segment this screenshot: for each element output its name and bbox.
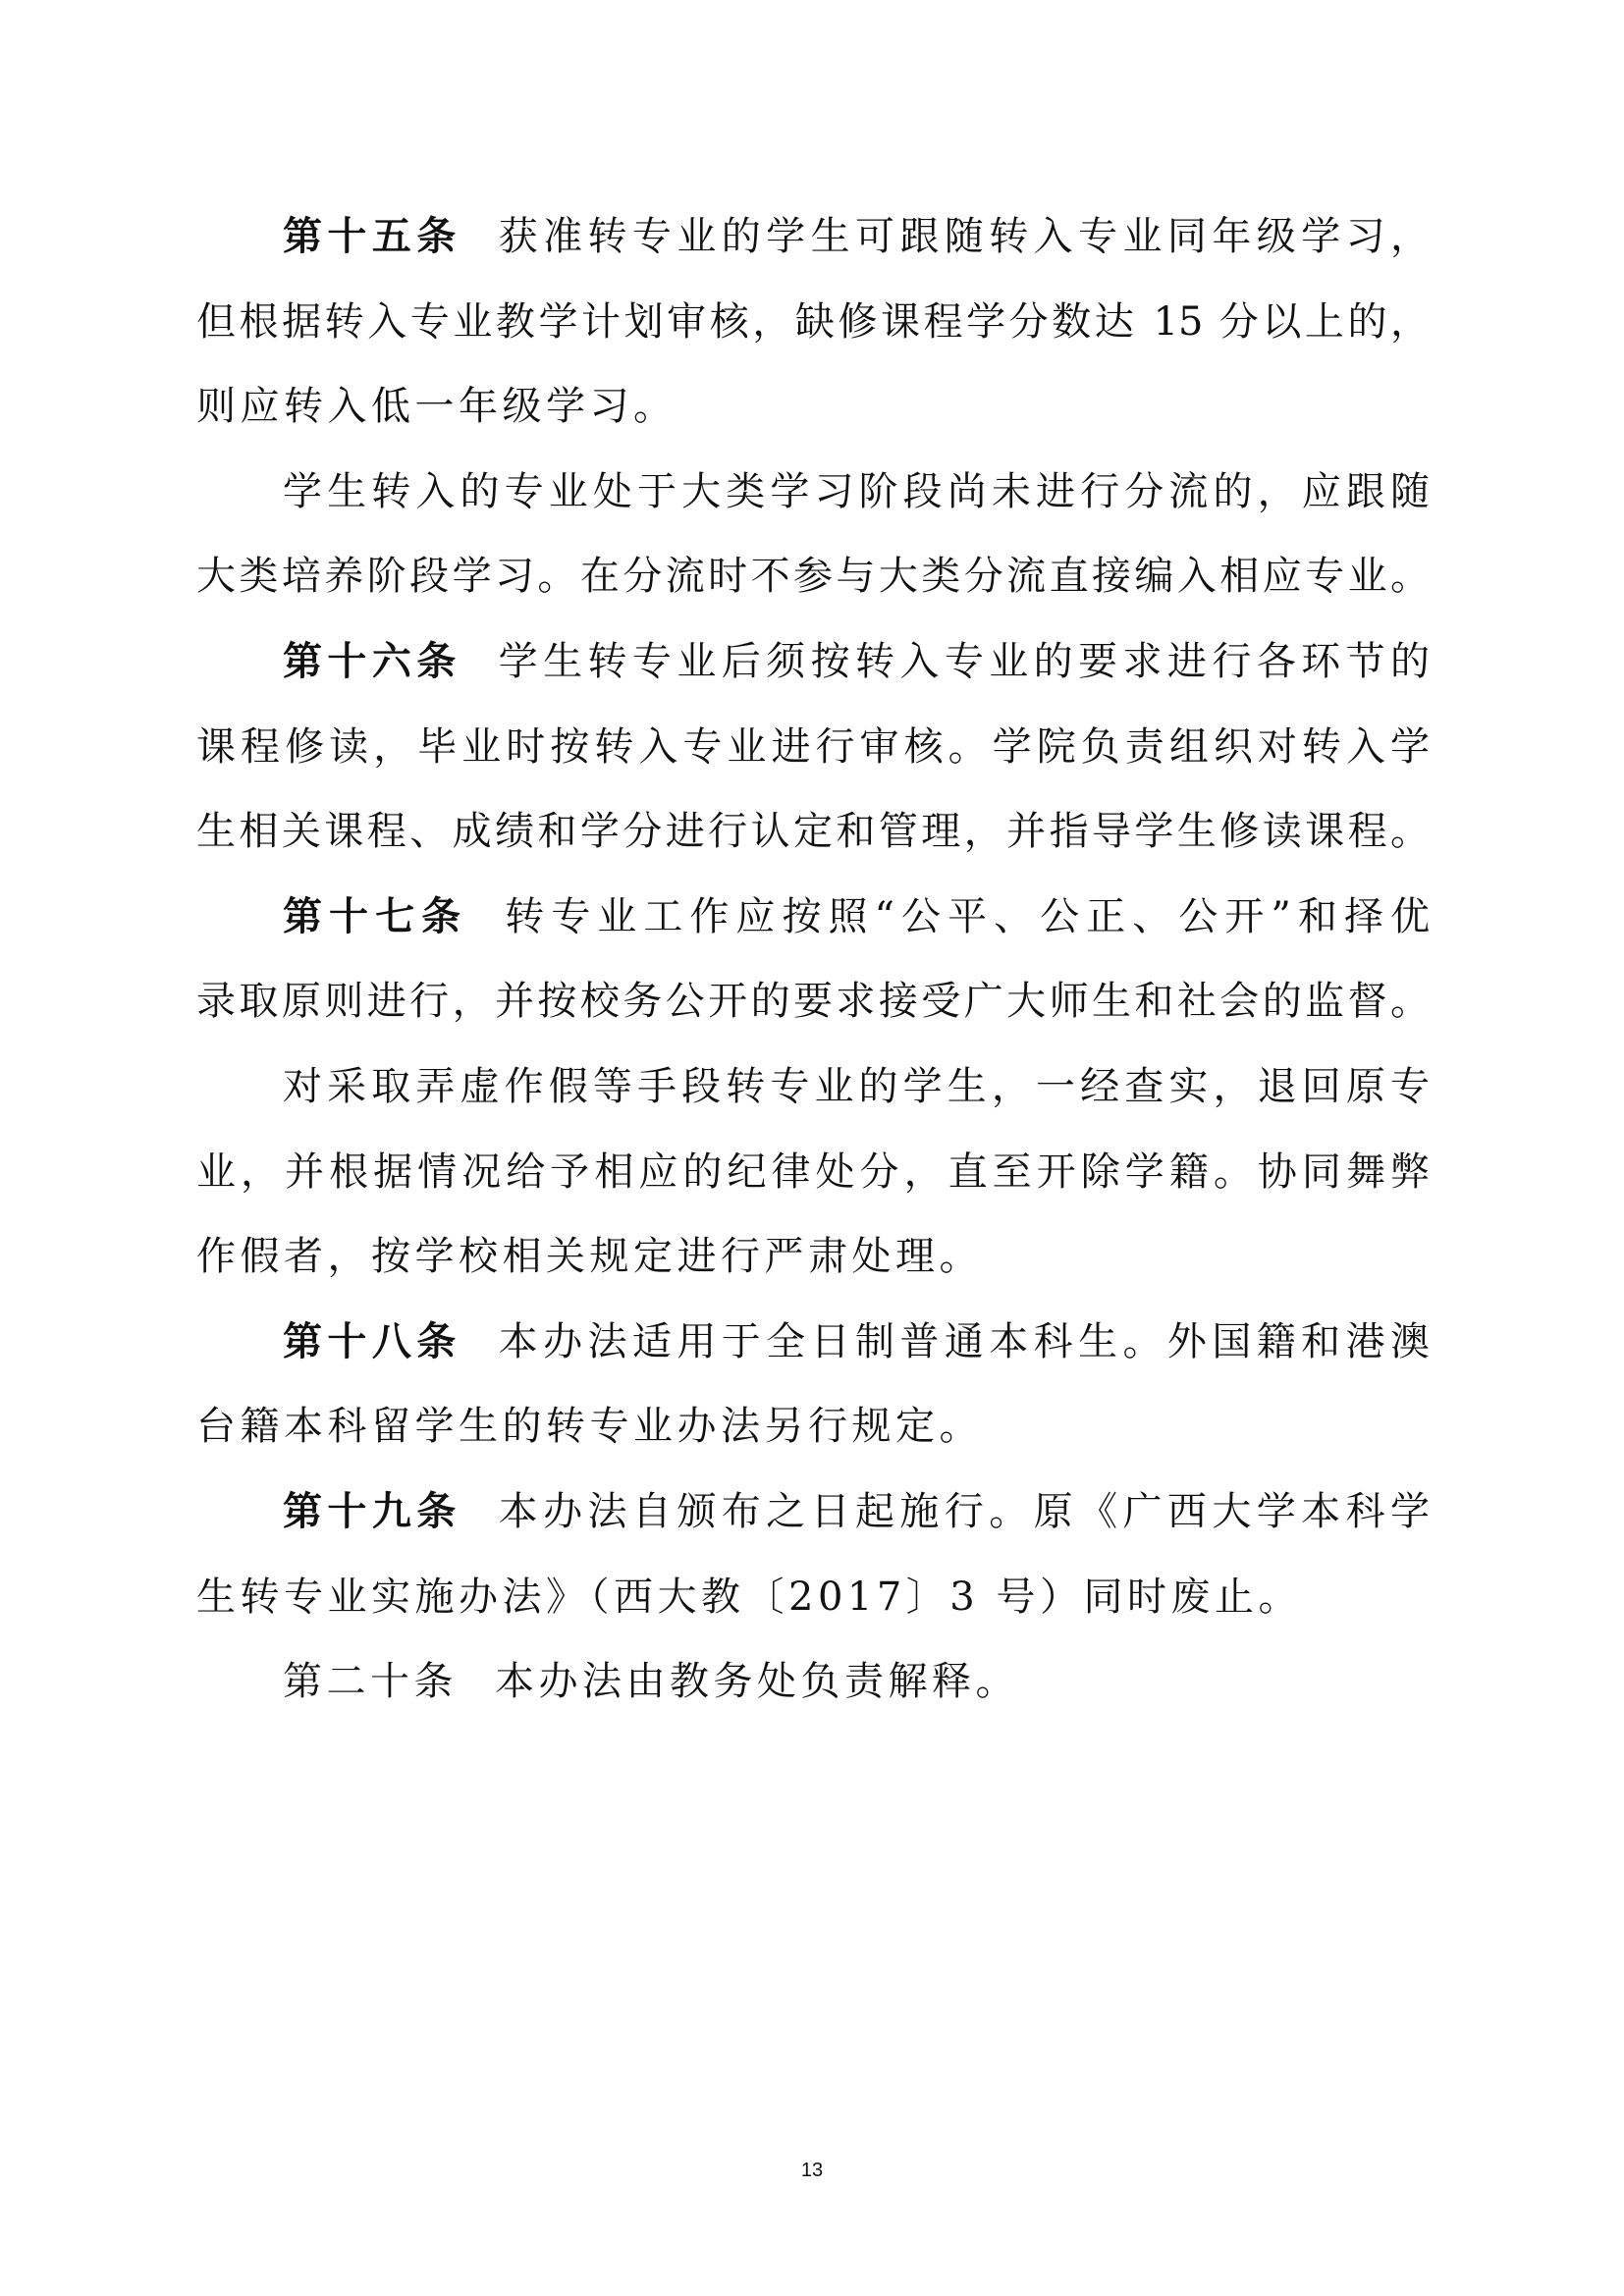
article-text: 获准转专业的学生可跟随转入专业同年级学习，: [498, 214, 1431, 259]
document-body: [196, 202, 1430, 1733]
article-17-line-2: 录取原则进行，并按校务公开的要求接受广大师生和社会的监督。: [196, 979, 1430, 1025]
article-text: 本办法自颁布之日起施行。原《广西大学本科学: [498, 1488, 1431, 1534]
article-text: 学生转专业后须按转入专业的要求进行各环节的: [498, 638, 1431, 684]
article-16-line-1: [196, 627, 1430, 713]
article-heading: 第二十条: [283, 1659, 458, 1705]
article-heading: 第十七条: [283, 893, 468, 939]
article-heading: 第十五条: [283, 214, 461, 259]
article-15-para-2-line-1: 学生转入的专业处于大类学习阶段尚未进行分流的，应跟随: [283, 468, 1430, 514]
article-19-line-1: [196, 1477, 1430, 1563]
article-16-line-2: 课程修读，毕业时按转入专业进行审核。学院负责组织对转入学: [196, 723, 1430, 770]
article-19-line-2: 生转专业实施办法》（西大教〔2017〕3 号）同时废止。: [196, 1574, 1302, 1620]
article-heading: 第十八条: [283, 1318, 461, 1364]
article-17-para-2-line-2: 业，并根据情况给予相应的纪律处分，直至开除学籍。协同舞弊: [196, 1148, 1430, 1195]
article-heading: 第十九条: [283, 1488, 461, 1534]
article-20-line-1: [196, 1647, 1430, 1733]
article-18-line-2: 台籍本科留学生的转专业办法另行规定。: [196, 1404, 983, 1450]
article-heading: 第十六条: [283, 638, 461, 684]
article-17-line-1: [196, 882, 1430, 968]
article-15-line-3: 则应转入低一年级学习。: [196, 384, 677, 430]
article-17-para-2-line-1: 对采取弄虚作假等手段转专业的学生，一经查实，退回原专: [283, 1063, 1430, 1109]
article-text: 本办法适用于全日制普通本科生。外国籍和港澳: [498, 1318, 1431, 1364]
page-number: 13: [800, 2160, 824, 2181]
article-text: 转专业工作应按照“公平、公正、公开”和择优: [505, 893, 1430, 939]
article-15-line-1: [196, 202, 1430, 288]
article-18-line-1: [196, 1308, 1430, 1393]
article-text: 本办法由教务处负责解释。: [495, 1659, 1019, 1705]
article-15-line-2: 但根据转入专业教学计划审核，缺修课程学分数达 15 分以上的，: [196, 298, 1430, 345]
article-16-line-3: 生相关课程、成绩和学分进行认定和管理，并指导学生修读课程。: [196, 809, 1430, 855]
article-15-para-2-line-2: 大类培养阶段学习。在分流时不参与大类分流直接编入相应专业。: [196, 554, 1430, 600]
article-17-para-2-line-3: 作假者，按学校相关规定进行严肃处理。: [196, 1234, 983, 1280]
